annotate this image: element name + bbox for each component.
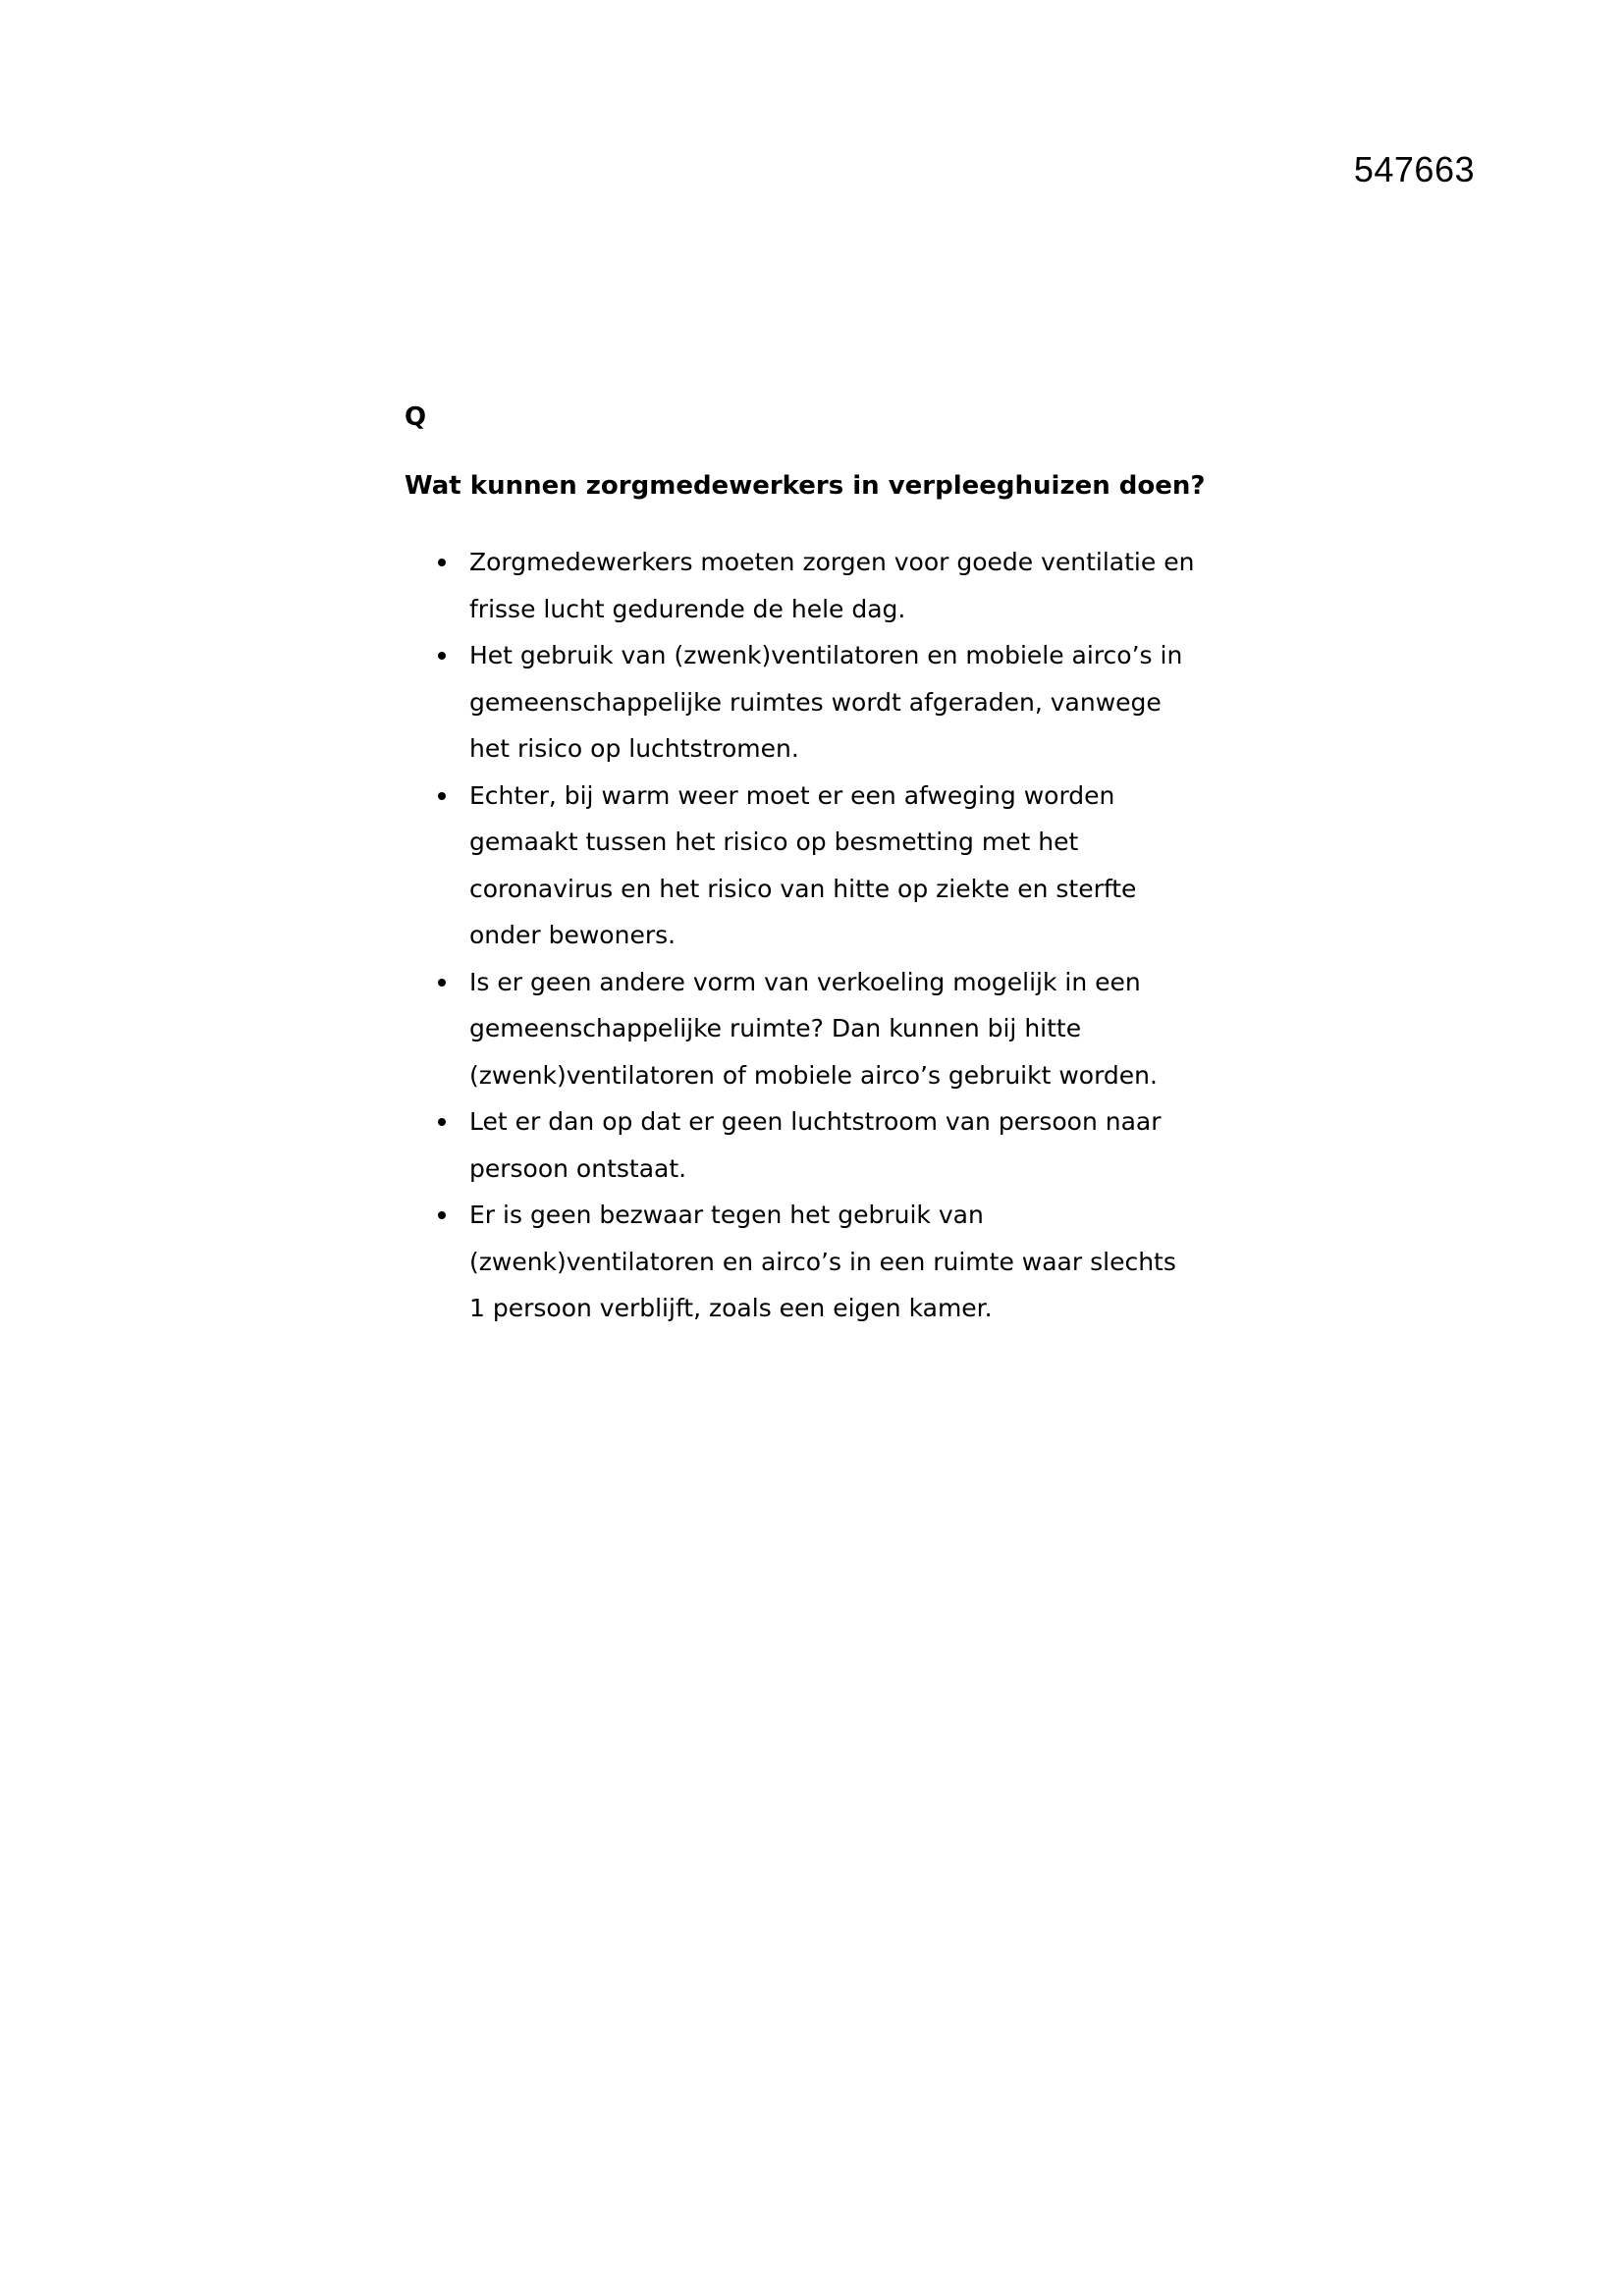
bullet-line: onder bewoners. bbox=[469, 921, 677, 949]
bullet-line: gemeenschappelijke ruimte? Dan kunnen bij hitte bbox=[469, 1014, 1082, 1042]
bullet-line: het risico op luchtstromen. bbox=[469, 734, 799, 763]
answer-bullet-item bbox=[405, 539, 1249, 632]
bullet-line: gemaakt tussen het risico op besmetting met het bbox=[469, 828, 1079, 856]
bullet-text bbox=[469, 632, 1249, 773]
bullet-point-icon bbox=[438, 1211, 446, 1219]
document-body bbox=[405, 398, 1249, 1332]
answer-bullet-item bbox=[405, 959, 1249, 1099]
bullet-point-icon bbox=[438, 979, 446, 987]
bullet-text bbox=[469, 1098, 1249, 1192]
question-label: Q bbox=[405, 402, 427, 432]
bullet-line: coronavirus en het risico van hitte op ziekte en sterfte bbox=[469, 874, 1137, 903]
bullet-line: Let er dan op dat er geen luchtstroom van persoon naar bbox=[469, 1107, 1162, 1136]
bullet-line: frisse lucht gedurende de hele dag. bbox=[469, 594, 906, 623]
bullet-line: Het gebruik van (zwenk)ventilatoren en mobiele airco’s in bbox=[469, 641, 1183, 669]
answer-bullet-item bbox=[405, 773, 1249, 959]
bullet-line: (zwenk)ventilatoren en airco’s in een ruimte waar slechts bbox=[469, 1247, 1176, 1276]
bullet-point-icon bbox=[438, 559, 446, 566]
bullet-line: persoon ontstaat. bbox=[469, 1153, 687, 1183]
bullet-line: Is er geen andere vorm van verkoeling mogelijk in een bbox=[469, 967, 1141, 996]
bullet-line: 1 persoon verblijft, zoals een eigen kamer. bbox=[469, 1294, 993, 1322]
bullet-text bbox=[469, 773, 1249, 959]
bullet-line: gemeenschappelijke ruimtes wordt afgeraden, vanwege bbox=[469, 687, 1162, 717]
bullet-line: (zwenk)ventilatoren of mobiele airco’s gebruikt worden. bbox=[469, 1060, 1158, 1090]
question-heading: Wat kunnen zorgmedewerkers in verpleeghuizen doen? bbox=[405, 471, 1206, 501]
answer-bullet-list bbox=[405, 539, 1249, 1332]
bullet-line: Zorgmedewerkers moeten zorgen voor goede ventilatie en bbox=[469, 548, 1195, 576]
bullet-line: Echter, bij warm weer moet er een afweging worden bbox=[469, 780, 1115, 810]
bullet-line: Er is geen bezwaar tegen het gebruik van bbox=[469, 1201, 984, 1229]
bullet-point-icon bbox=[438, 792, 446, 800]
document-number: 547663 bbox=[1353, 149, 1475, 189]
bullet-point-icon bbox=[438, 1118, 446, 1126]
bullet-text bbox=[469, 1192, 1249, 1332]
answer-bullet-item bbox=[405, 1098, 1249, 1192]
answer-bullet-item bbox=[405, 632, 1249, 773]
bullet-text bbox=[469, 539, 1249, 632]
answer-bullet-item bbox=[405, 1192, 1249, 1332]
bullet-point-icon bbox=[438, 652, 446, 660]
bullet-text bbox=[469, 959, 1249, 1099]
